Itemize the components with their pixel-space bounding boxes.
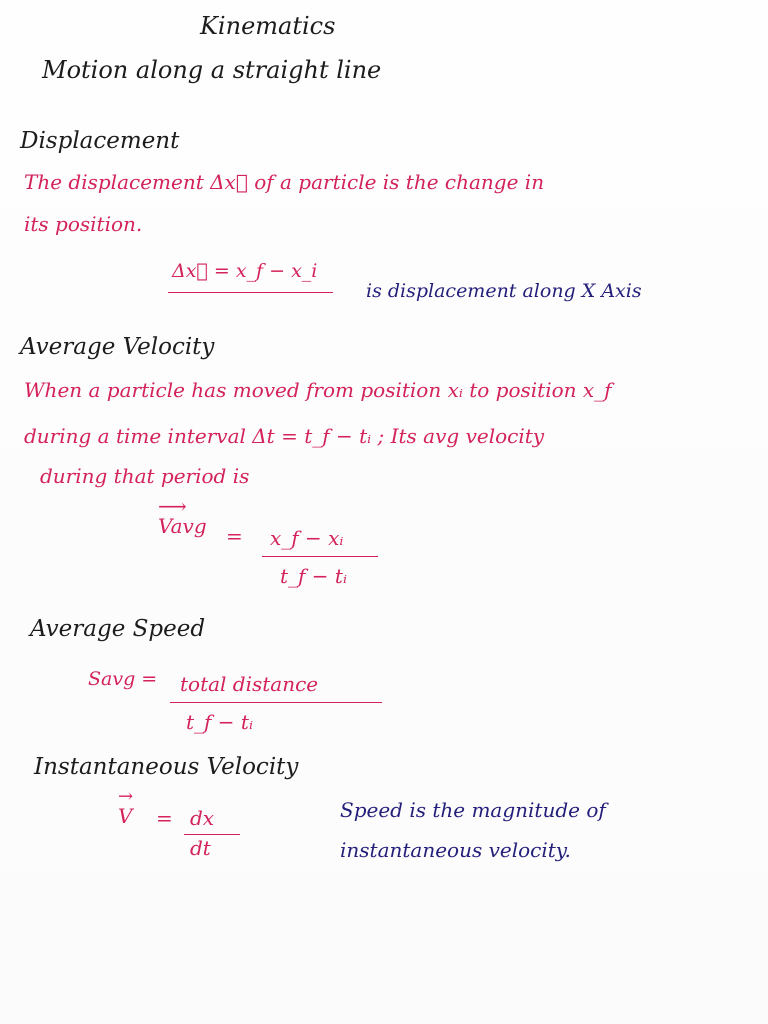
velocity-equals: =	[156, 806, 173, 830]
velocity-denominator: dt	[190, 836, 211, 860]
displacement-equation: Δx⃗ = x_f − x_i	[172, 260, 318, 282]
speed-note-line-2: instantaneous velocity.	[340, 838, 571, 862]
displacement-definition-line-2: its position.	[24, 212, 143, 236]
vector-arrow-icon: ⟶	[158, 494, 187, 518]
heading-average-speed: Average Speed	[30, 616, 206, 642]
page-title: Kinematics	[200, 12, 336, 40]
page-subtitle: Motion along a straight line	[42, 56, 382, 84]
velocity-numerator: dx	[190, 806, 215, 830]
vavg-numerator: x_f − xᵢ	[270, 526, 344, 550]
heading-average-velocity: Average Velocity	[20, 334, 215, 360]
vavg-equals: =	[226, 524, 243, 548]
average-velocity-line-2: during a time interval Δt = t_f − tᵢ ; Its avg velocity	[24, 424, 545, 448]
speed-note-line-1: Speed is the magnitude of	[340, 798, 606, 822]
savg-denominator: t_f − tᵢ	[186, 710, 253, 734]
velocity-symbol: V	[118, 804, 133, 828]
fraction-bar	[184, 834, 240, 835]
displacement-definition-line-1: The displacement Δx⃗ of a particle is the change in	[24, 170, 545, 194]
fraction-bar	[170, 702, 382, 703]
vavg-symbol: Vavg	[158, 514, 207, 538]
vector-arrow-icon: →	[118, 786, 134, 807]
savg-symbol: Savg =	[88, 668, 158, 690]
average-velocity-line-3: during that period is	[40, 464, 250, 488]
heading-displacement: Displacement	[20, 128, 180, 154]
equation-underline	[168, 292, 333, 293]
average-velocity-line-1: When a particle has moved from position xᵢ to position x_f	[24, 378, 612, 402]
vavg-denominator: t_f − tᵢ	[280, 564, 347, 588]
displacement-equation-note: is displacement along X Axis	[366, 280, 642, 302]
fraction-bar	[262, 556, 378, 557]
savg-numerator: total distance	[180, 672, 319, 696]
heading-instantaneous-velocity: Instantaneous Velocity	[34, 754, 299, 780]
